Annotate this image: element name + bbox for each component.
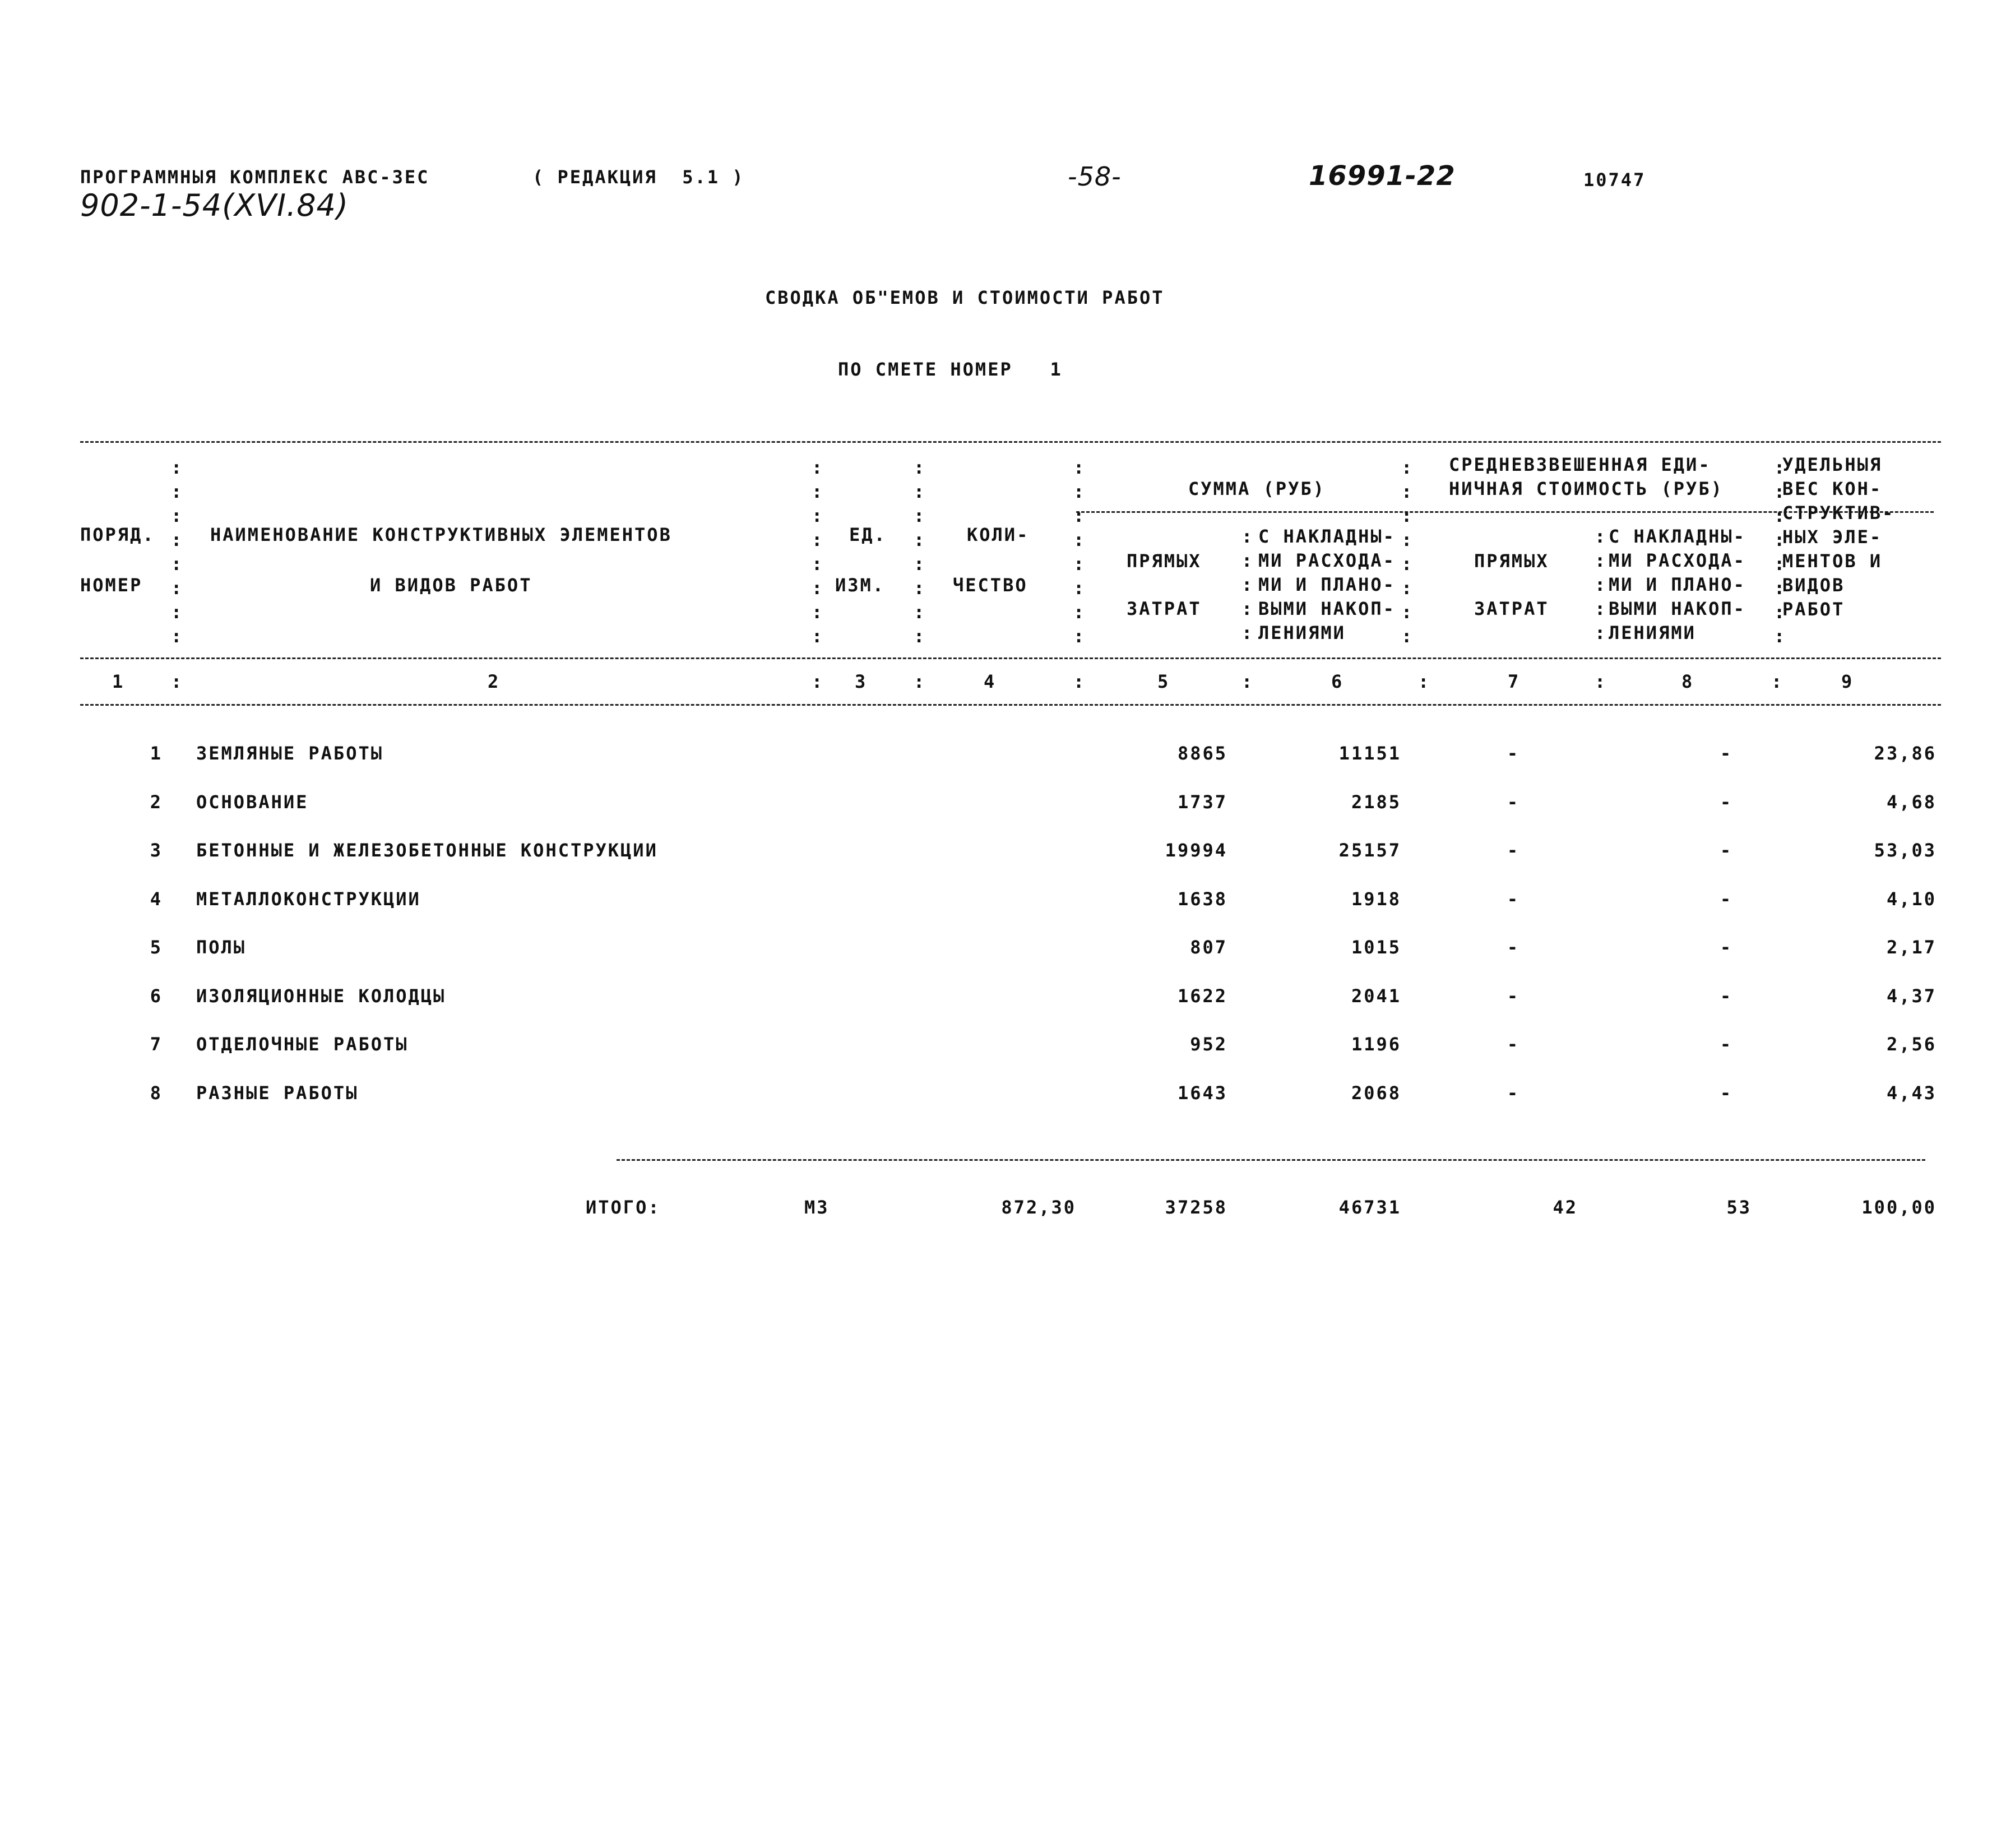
row-direct: 8865	[1177, 743, 1227, 764]
separator-colon: :	[171, 577, 184, 599]
row-overhead: 2185	[1351, 791, 1401, 813]
separator-colon: :	[1073, 626, 1086, 647]
separator-colon: :	[1401, 505, 1414, 526]
weight-line-7: РАБОТ	[1782, 599, 1845, 620]
separator-colon: :	[1774, 626, 1787, 647]
header-name-1: НАИМЕНОВАНИЕ КОНСТРУКТИВНЫХ ЭЛЕМЕНТОВ	[210, 524, 672, 545]
separator-colon: :	[914, 457, 926, 478]
total-overhead: 46731	[1338, 1197, 1401, 1218]
overhead-avg-line-1: С НАКЛАДНЫ-	[1609, 526, 1746, 547]
separator-colon: :	[171, 457, 184, 478]
separator-colon: :	[1401, 553, 1414, 575]
handwritten-reference: 902-1-54(XVI.84)	[80, 188, 349, 223]
separator-colon: :	[1774, 553, 1787, 575]
separator-colon: :	[1401, 457, 1414, 478]
row-name: ЗЕМЛЯНЫЕ РАБОТЫ	[196, 743, 383, 764]
separator-colon: :	[1073, 481, 1086, 502]
header-direct-avg-1: ПРЯМЫХ	[1474, 550, 1549, 572]
separator-colon: :	[1073, 671, 1086, 692]
row-number: 2	[150, 791, 163, 813]
total-avg-overhead: 53	[1726, 1197, 1752, 1218]
document-code: 16991-22	[1309, 160, 1456, 192]
separator-colon: :	[1073, 457, 1086, 478]
row-number: 6	[150, 985, 163, 1007]
column-number-1: 1	[112, 671, 125, 692]
separator-colon: :	[1774, 529, 1787, 550]
row-direct: 952	[1190, 1034, 1227, 1055]
separator-colon: :	[171, 529, 184, 550]
header-name-2: И ВИДОВ РАБОТ	[370, 575, 532, 596]
separator-colon: :	[812, 457, 824, 478]
row-avg-overhead: -	[1720, 937, 1733, 958]
header-order-2: НОМЕР	[80, 575, 143, 596]
separator-colon: :	[1241, 526, 1254, 547]
separator-colon: :	[171, 481, 184, 502]
separator-colon: :	[1073, 529, 1086, 550]
separator-colon: :	[914, 553, 926, 575]
separator-colon: :	[1401, 529, 1414, 550]
row-avg-overhead: -	[1720, 1034, 1733, 1055]
separator-colon: :	[1401, 481, 1414, 502]
separator-colon: :	[1241, 598, 1254, 619]
separator-colon: :	[914, 626, 926, 647]
header-qty-2: ЧЕСТВО	[953, 575, 1028, 596]
separator-colon: :	[1774, 601, 1787, 623]
row-name: РАЗНЫЕ РАБОТЫ	[196, 1082, 359, 1104]
page-number: -58-	[1068, 161, 1122, 192]
separator-colon: :	[1774, 457, 1787, 478]
separator-colon: :	[1401, 577, 1414, 599]
separator-colon: :	[812, 529, 824, 550]
row-avg-overhead: -	[1720, 840, 1733, 861]
row-avg-overhead: -	[1720, 791, 1733, 813]
separator-colon: :	[812, 577, 824, 599]
row-avg-overhead: -	[1720, 743, 1733, 764]
overhead-sum-line-3: МИ И ПЛАНО-	[1258, 574, 1396, 595]
separator-colon: :	[171, 505, 184, 526]
separator-colon: :	[171, 601, 184, 623]
column-number-7: 7	[1508, 671, 1521, 692]
column-number-4: 4	[984, 671, 997, 692]
separator-colon: :	[1595, 598, 1607, 619]
row-weight: 4,10	[1886, 888, 1936, 910]
header-unit-2: ИЗМ.	[835, 575, 886, 596]
page-title: СВОДКА ОБ"ЕМОВ И СТОИМОСТИ РАБОТ	[765, 287, 1165, 308]
column-number-3: 3	[855, 671, 868, 692]
separator-colon: :	[1595, 550, 1607, 571]
separator-colon: :	[1401, 601, 1414, 623]
header-avg-group-1: СРЕДНЕВЗВЕШЕННАЯ ЕДИ-	[1449, 454, 1711, 475]
total-weight: 100,00	[1861, 1197, 1936, 1218]
row-avg-direct: -	[1507, 1082, 1520, 1104]
separator-colon: :	[1241, 671, 1254, 692]
separator-colon: :	[1595, 526, 1607, 547]
overhead-sum-line-1: С НАКЛАДНЫ-	[1258, 526, 1396, 547]
separator-colon: :	[1774, 505, 1787, 526]
header-direct-avg-2: ЗАТРАТ	[1474, 598, 1549, 619]
total-unit: М3	[804, 1197, 830, 1218]
column-number-8: 8	[1681, 671, 1694, 692]
overhead-avg-line-5: ЛЕНИЯМИ	[1609, 622, 1696, 643]
separator-colon: :	[1774, 577, 1787, 599]
overhead-avg-line-4: ВЫМИ НАКОП-	[1609, 598, 1746, 619]
column-number-5: 5	[1157, 671, 1170, 692]
separator-colon: :	[914, 601, 926, 623]
row-avg-direct: -	[1507, 1034, 1520, 1055]
separator-colon: :	[171, 626, 184, 647]
row-direct: 807	[1190, 937, 1227, 958]
row-direct: 1643	[1177, 1082, 1227, 1104]
separator-colon: :	[171, 553, 184, 575]
row-number: 1	[150, 743, 163, 764]
row-name: ПОЛЫ	[196, 937, 247, 958]
row-direct: 1638	[1177, 888, 1227, 910]
row-weight: 4,43	[1886, 1082, 1936, 1104]
row-direct: 1622	[1177, 985, 1227, 1007]
separator-colon: :	[1401, 626, 1414, 647]
row-overhead: 11151	[1338, 743, 1401, 764]
overhead-sum-line-4: ВЫМИ НАКОП-	[1258, 598, 1396, 619]
separator-colon: :	[1241, 574, 1254, 595]
overhead-sum-line-2: МИ РАСХОДА-	[1258, 550, 1396, 571]
row-overhead: 2041	[1351, 985, 1401, 1007]
separator-colon: :	[1595, 574, 1607, 595]
overhead-sum-line-5: ЛЕНИЯМИ	[1258, 622, 1346, 643]
column-number-2: 2	[488, 671, 501, 692]
weight-line-5: МЕНТОВ И	[1782, 550, 1883, 572]
row-overhead: 1918	[1351, 888, 1401, 910]
separator-colon: :	[1418, 671, 1431, 692]
total-rule	[617, 1159, 1925, 1161]
row-direct: 19994	[1165, 840, 1227, 861]
separator-colon: :	[914, 577, 926, 599]
row-avg-direct: -	[1507, 791, 1520, 813]
row-number: 4	[150, 888, 163, 910]
header-unit-1: ЕД.	[849, 524, 887, 545]
weight-line-1: УДЕЛЬНЫЯ	[1782, 454, 1883, 475]
separator-colon: :	[1073, 601, 1086, 623]
weight-line-4: НЫХ ЭЛЕ-	[1782, 526, 1883, 548]
separator-colon: :	[812, 671, 824, 692]
separator-colon: :	[1073, 577, 1086, 599]
row-weight: 2,56	[1886, 1034, 1936, 1055]
row-overhead: 2068	[1351, 1082, 1401, 1104]
row-name: БЕТОННЫЕ И ЖЕЛЕЗОБЕТОННЫЕ КОНСТРУКЦИИ	[196, 840, 658, 861]
weight-line-6: ВИДОВ	[1782, 575, 1845, 596]
total-quantity: 872,30	[1001, 1197, 1076, 1218]
separator-colon: :	[1241, 550, 1254, 571]
row-avg-overhead: -	[1720, 985, 1733, 1007]
weight-line-3: СТРУКТИВ-	[1782, 502, 1895, 524]
row-avg-direct: -	[1507, 840, 1520, 861]
separator-colon: :	[1073, 553, 1086, 575]
header-order-1: ПОРЯД.	[80, 524, 155, 545]
numbers-bottom-rule	[80, 704, 1941, 706]
weight-line-2: ВЕС КОН-	[1782, 478, 1883, 499]
separator-colon: :	[1595, 622, 1607, 643]
row-avg-overhead: -	[1720, 888, 1733, 910]
edition-label: ( РЕДАКЦИЯ 5.1 )	[532, 166, 745, 188]
total-avg-direct: 42	[1553, 1197, 1578, 1218]
header-sum-group: СУММА (РУБ)	[1188, 478, 1326, 499]
row-name: ОСНОВАНИЕ	[196, 791, 309, 813]
row-avg-direct: -	[1507, 888, 1520, 910]
separator-colon: :	[1774, 481, 1787, 502]
total-direct: 37258	[1165, 1197, 1227, 1218]
separator-colon: :	[812, 626, 824, 647]
program-name: ПРОГРАММНЫЯ КОМПЛЕКС АВС-3ЕС	[80, 166, 430, 188]
header-bottom-rule	[80, 657, 1941, 659]
row-name: ИЗОЛЯЦИОННЫЕ КОЛОДЦЫ	[196, 985, 446, 1007]
separator-colon: :	[1073, 505, 1086, 526]
header-direct-1: ПРЯМЫХ	[1127, 550, 1202, 572]
row-number: 3	[150, 840, 163, 861]
row-name: МЕТАЛЛОКОНСТРУКЦИИ	[196, 888, 421, 910]
row-weight: 53,03	[1874, 840, 1936, 861]
row-avg-direct: -	[1507, 743, 1520, 764]
sheet-number: 10747	[1583, 169, 1646, 191]
row-name: ОТДЕЛОЧНЫЕ РАБОТЫ	[196, 1034, 409, 1055]
row-number: 5	[150, 937, 163, 958]
column-number-9: 9	[1841, 671, 1854, 692]
separator-colon: :	[812, 481, 824, 502]
separator-colon: :	[914, 481, 926, 502]
separator-colon: :	[171, 671, 184, 692]
row-overhead: 1015	[1351, 937, 1401, 958]
header-direct-2: ЗАТРАТ	[1127, 598, 1202, 619]
row-number: 8	[150, 1082, 163, 1104]
separator-colon: :	[1595, 671, 1607, 692]
separator-colon: :	[1771, 671, 1784, 692]
total-label: ИТОГО:	[586, 1197, 661, 1218]
row-weight: 4,37	[1886, 985, 1936, 1007]
column-number-6: 6	[1331, 671, 1344, 692]
row-weight: 2,17	[1886, 937, 1936, 958]
row-avg-direct: -	[1507, 985, 1520, 1007]
overhead-avg-line-3: МИ И ПЛАНО-	[1609, 574, 1746, 595]
row-avg-overhead: -	[1720, 1082, 1733, 1104]
separator-colon: :	[812, 553, 824, 575]
row-weight: 4,68	[1886, 791, 1936, 813]
separator-colon: :	[812, 505, 824, 526]
row-direct: 1737	[1177, 791, 1227, 813]
separator-colon: :	[1241, 622, 1254, 643]
header-qty-1: КОЛИ-	[967, 524, 1030, 545]
separator-colon: :	[914, 529, 926, 550]
separator-colon: :	[914, 505, 926, 526]
table-top-rule	[80, 441, 1941, 443]
row-overhead: 1196	[1351, 1034, 1401, 1055]
page-subtitle: ПО СМЕТЕ НОМЕР 1	[838, 359, 1063, 380]
separator-colon: :	[812, 601, 824, 623]
row-weight: 23,86	[1874, 743, 1936, 764]
separator-colon: :	[914, 671, 926, 692]
overhead-avg-line-2: МИ РАСХОДА-	[1609, 550, 1746, 571]
row-number: 7	[150, 1034, 163, 1055]
row-avg-direct: -	[1507, 937, 1520, 958]
row-overhead: 25157	[1338, 840, 1401, 861]
header-avg-group-2: НИЧНАЯ СТОИМОСТЬ (РУБ)	[1449, 478, 1724, 499]
